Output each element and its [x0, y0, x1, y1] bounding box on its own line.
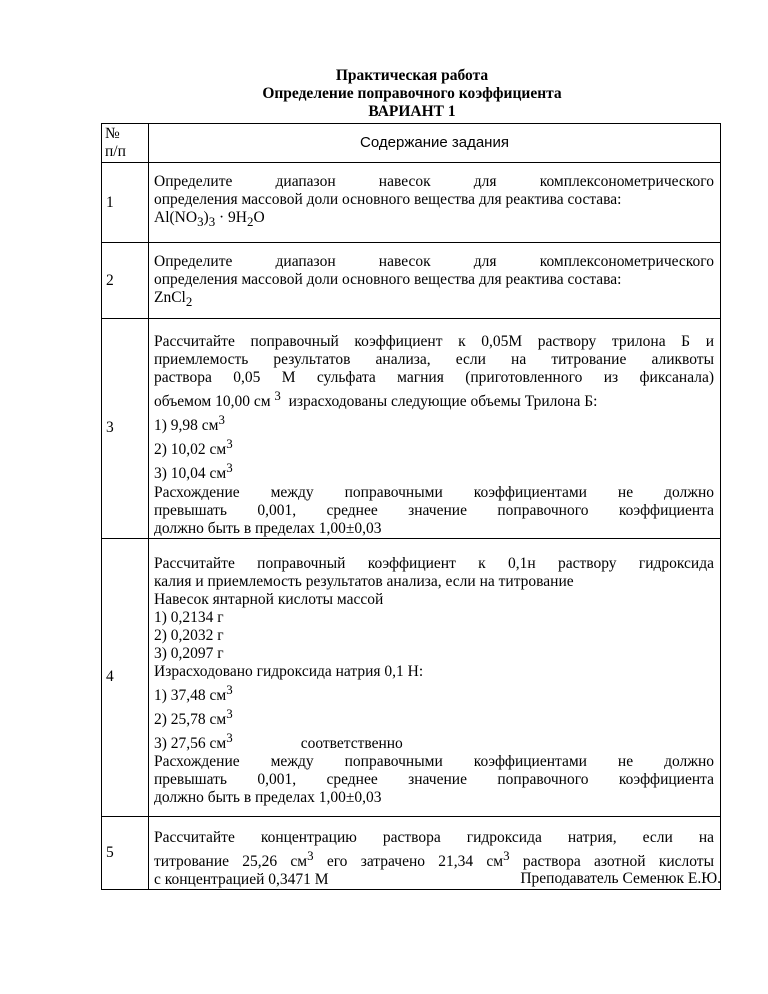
task-line: титрование 25,26 $см^3$ его затрачено 21,34 $см^3$ раствора азотной кислоты	[154, 847, 714, 870]
table-row	[102, 243, 721, 319]
doc-subtitle: Определение поправочного коэффициента	[262, 85, 562, 102]
row-number: 2	[102, 243, 149, 319]
task-line: Расхождение между поправочными коэффициентами не должно	[154, 753, 714, 771]
task-line: превышать 0,001, среднее значение поправочного коэффициента	[154, 771, 714, 789]
task-text	[149, 163, 721, 243]
task-line: должно быть в пределах 1,00±0,03	[154, 519, 382, 537]
teacher-signature: Преподаватель Семенюк Е.Ю.	[520, 870, 721, 887]
task-line: Рассчитайте поправочный коэффициент к 0,05М раствору трилона Б и	[154, 333, 714, 350]
col-num-label-2: п/п	[105, 143, 126, 160]
volume-item: 2) 25,78 $см^3$	[154, 705, 233, 728]
volume-item: 3) 10,04 $см^3$	[154, 460, 233, 483]
row-number: 3	[102, 319, 149, 539]
task-text	[149, 538, 721, 816]
mass-item: 1) 0,2134 г	[154, 608, 224, 626]
task-line: Рассчитайте концентрацию раствора гидроксида натрия, если на	[154, 828, 714, 846]
task-text	[149, 243, 721, 319]
task-line: Навесок янтарной кислоты массой	[154, 590, 384, 608]
task-line: Рассчитайте поправочный коэффициент к 0,1н раствору гидроксида	[154, 554, 714, 572]
volume-item: 3) 27,56 $см^3$ соответственно	[154, 729, 403, 753]
table-header-row	[102, 124, 721, 163]
task-text	[149, 319, 721, 539]
task-line: раствора 0,05 М сульфата магния (приготовленного из фиксанала)	[154, 369, 714, 386]
variant-label: ВАРИАНТ 1	[368, 103, 456, 120]
task-line: объемом 10,00 см $^3$ израсходованы следующие объемы Трилона Б:	[154, 388, 598, 411]
task-line: определения массовой доли основного вещества для реактива состава:	[154, 271, 622, 288]
col-content-header: Содержание задания	[149, 124, 721, 163]
formula: ZnCl$_2$	[154, 289, 193, 310]
doc-title: Практическая работа	[335, 67, 489, 84]
task-table	[101, 123, 721, 890]
task-line: должно быть в пределах 1,00±0,03	[154, 789, 382, 807]
volume-item: 1) 9,98 $см^3$	[154, 412, 225, 435]
task-line: приемлемость результатов анализа, если на титрование аликвоты	[154, 351, 714, 368]
table-row	[102, 319, 721, 539]
row-number: 4	[102, 538, 149, 816]
volume-item: 1) 37,48 $см^3$	[154, 681, 233, 704]
col-num-label-1: №	[105, 125, 120, 142]
task-line: Расхождение между поправочными коэффициентами не должно	[154, 483, 714, 501]
table-row	[102, 538, 721, 816]
col-num-header	[102, 124, 149, 163]
task-line: с концентрацией 0,3471 М	[154, 870, 329, 888]
task-line: определения массовой доли основного вещества для реактива состава:	[154, 191, 622, 208]
task-line: Израсходовано гидроксида натрия 0,1 Н:	[154, 662, 424, 680]
task-line: калия и приемлемость результатов анализа, если на титрование	[154, 572, 574, 590]
mass-item: 2) 0,2032 г	[154, 626, 224, 644]
row-number: 1	[102, 163, 149, 243]
task-line: превышать 0,001, среднее значение поправочного коэффициента	[154, 501, 714, 519]
table-row	[102, 163, 721, 243]
task-line: Определите диапазон навесок для комплексонометрического	[154, 253, 714, 270]
volume-item: 2) 10,02 $см^3$	[154, 436, 233, 459]
formula: $Al(NO_3)_3 \cdot 9H_2O$	[154, 209, 265, 230]
task-line: Определите диапазон навесок для комплексонометрического	[154, 173, 714, 190]
mass-item: 3) 0,2097 г	[154, 644, 224, 662]
row-number: 5	[102, 816, 149, 889]
